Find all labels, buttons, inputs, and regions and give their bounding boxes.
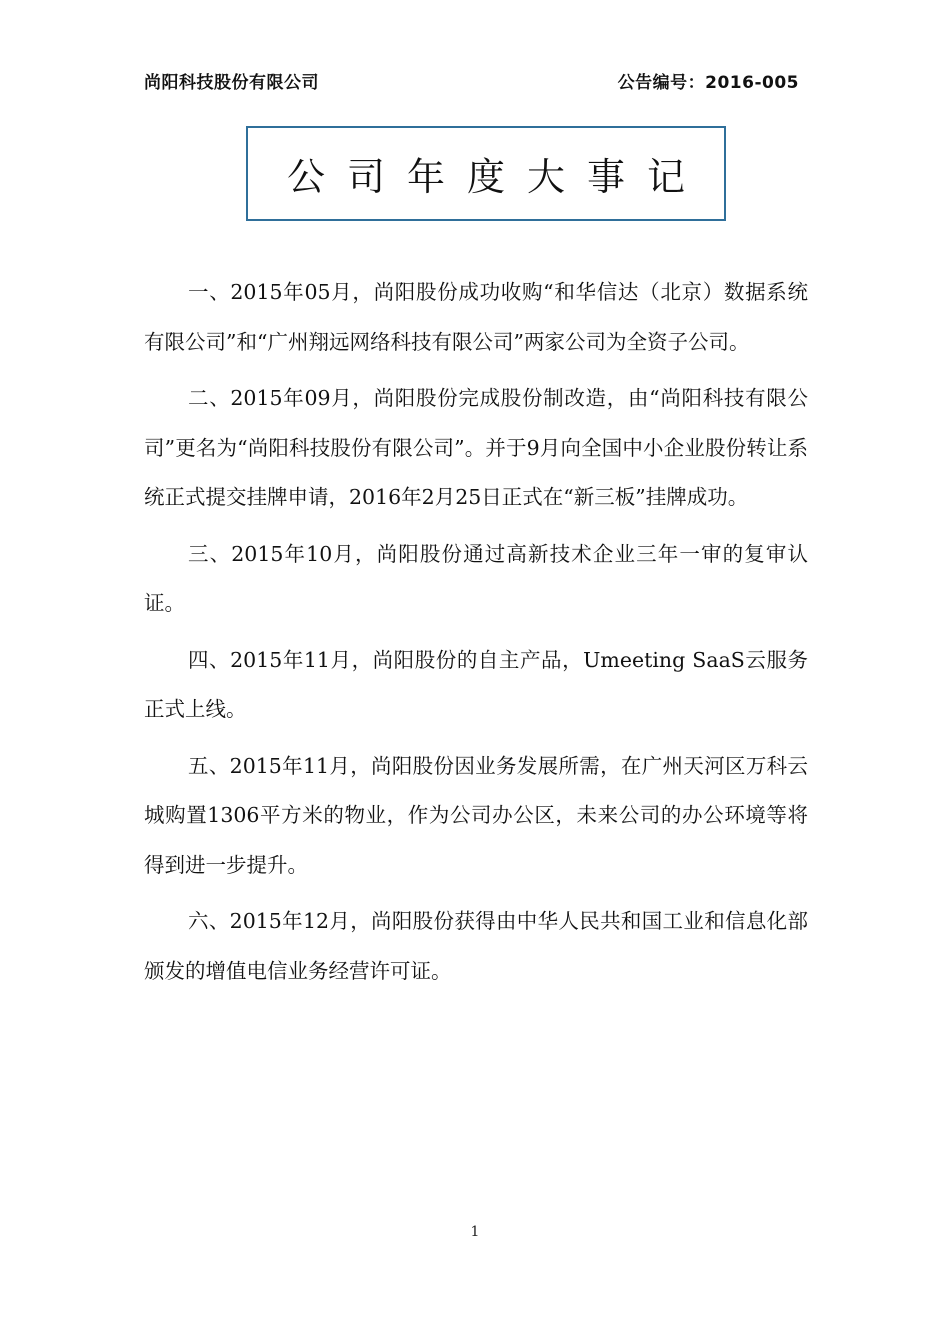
title-box [246,126,726,221]
announcement-number: 公告编号：2016-005 [617,73,799,93]
events-list [144,268,808,1003]
event-paragraph-3: 三、2015年10月，尚阳股份通过高新技术企业三年一审的复审认证。 [144,541,808,615]
event-paragraph-2: 二、2015年09月，尚阳股份完成股份制改造，由“尚阳科技有限公司”更名为“尚阳科技股份有限公司”。并于9月向全国中小企业股份转让系统正式提交挂牌申请，2016年2月25日正式在“新三板”挂牌成功。 [144,386,808,509]
event-paragraph-5: 五、2015年11月，尚阳股份因业务发展所需，在广州天河区万科云城购置1306平方米的物业，作为公司办公区，未来公司的办公环境等将得到进一步提升。 [144,753,808,877]
event-paragraph-6: 六、2015年12月，尚阳股份获得由中华人民共和国工业和信息化部颁发的增值电信业务经营许可证。 [144,909,808,983]
event-paragraph-4: 四、2015年11月，尚阳股份的自主产品，Umeeting SaaS云服务正式上线。 [144,647,808,721]
page-title: 公司年度大事记 [286,155,707,199]
page-number: 1 [470,1224,480,1240]
event-paragraph-1: 一、2015年05月，尚阳股份成功收购“和华信达（北京）数据系统有限公司”和“广州翔远网络科技有限公司”两家公司为全资子公司。 [144,280,808,354]
header-company-name: 尚阳科技股份有限公司 [144,73,319,93]
